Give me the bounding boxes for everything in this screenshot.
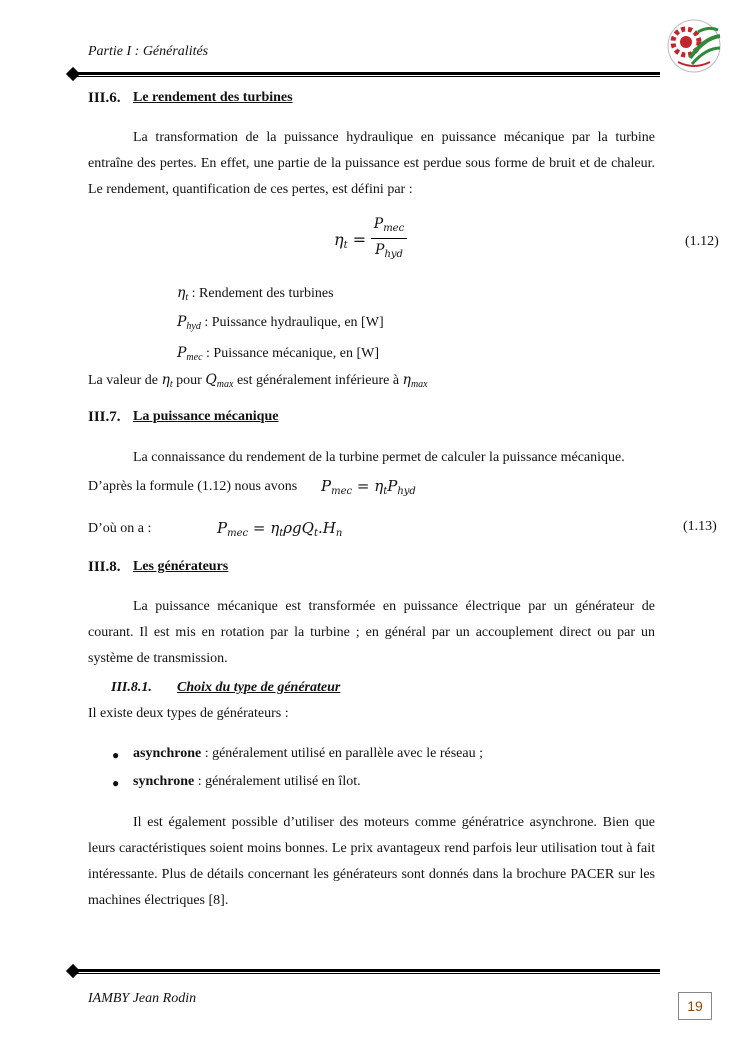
equation-number-1-13: (1.13) [683,519,717,534]
list-item-asynchrone: asynchrone : généralement utilisé en parallèle avec le réseau ; [133,746,484,761]
section-title-3-6: Le rendement des turbines [133,90,293,105]
bullet-icon: ● [112,776,120,790]
author-name: IAMBY Jean Rodin [88,991,197,1006]
paragraph-text: La transformation de la puissance hydraulique en puissance mécanique par la turbine entraîne des pertes. En effet, une partie de la puissance est perdue sous forme de bruit et de chaleur. Le rendement, quantification de ces pertes, est défini par : [88,130,655,197]
mechanical-power-line-1: La connaissance du rendement de la turbine permet de calculer la puissance mécanique. [133,450,625,465]
paragraph-text: La puissance mécanique est transformée en puissance électrique par un générateur de courant. Il est mis en rotation par la turbine ; en général par un accouplement direct ou par un système de transmission. [88,599,655,666]
section-number-3-6: III.6. [88,90,121,106]
section-number-3-8: III.8. [88,559,121,575]
equation-1-12-lhs: $\eta_t$ = [334,230,367,251]
paragraph-turbine-efficiency [88,125,655,203]
dou-label: D’où on a : [88,521,152,536]
footer-rule [72,969,660,974]
equation-number-1-12: (1.12) [685,234,719,249]
paragraph-async-motors [88,810,655,914]
header-rule [72,72,660,77]
section-number-3-7: III.7. [88,409,121,425]
part-title: Partie I : Généralités [88,44,209,59]
bullet-icon: ● [112,748,120,762]
header-rule-diamond [66,67,80,81]
definition-p-mec: $P_{mec}$ : Puissance mécanique, en [W] [177,345,380,363]
efficiency-note: La valeur de $\eta_t$ pour $Q_{max}$ est généralement inférieure à $\eta_{max}$ [88,372,428,390]
page-number: 19 [678,992,712,1020]
equation-1-12-fraction: $P_{mec}$ $P_{hyd}$ [370,216,408,264]
paragraph-generators [88,594,655,672]
subsection-number-3-8-1: III.8.1. [111,680,152,695]
footer-rule-diamond [66,964,80,978]
paragraph-text: Il est également possible d’utiliser des moteurs comme génératrice asynchrone. Bien que leurs caractéristiques soient moins bonnes. Le prix avantageux rend parfois leur utilisation tout à fait intéressante. Plus de détails concernant les générateurs sont donnés dans la brochure PACER sur les machines électriques [8]. [88,815,655,908]
subsection-title-3-8-1: Choix du type de générateur [177,680,341,695]
definition-eta-t: $\eta_t$ : Rendement des turbines [177,285,334,303]
equation-inline-pmec: $P_{mec} = \eta_tP_{hyd}$ [321,477,416,497]
list-item-synchrone: synchrone : généralement utilisé en îlot. [133,774,361,789]
university-emblem-icon [664,18,724,74]
section-title-3-7: La puissance mécanique [133,409,279,424]
definition-p-hyd: $P_{hyd}$ : Puissance hydraulique, en [W] [177,314,384,332]
equation-1-13: $P_{mec} = \eta_t\rho gQ_t.H_n$ [217,519,343,539]
generator-types-intro: Il existe deux types de générateurs : [88,706,289,721]
section-title-3-8: Les générateurs [133,559,229,574]
mechanical-power-line-2: D’après la formule (1.12) nous avons [88,479,298,494]
